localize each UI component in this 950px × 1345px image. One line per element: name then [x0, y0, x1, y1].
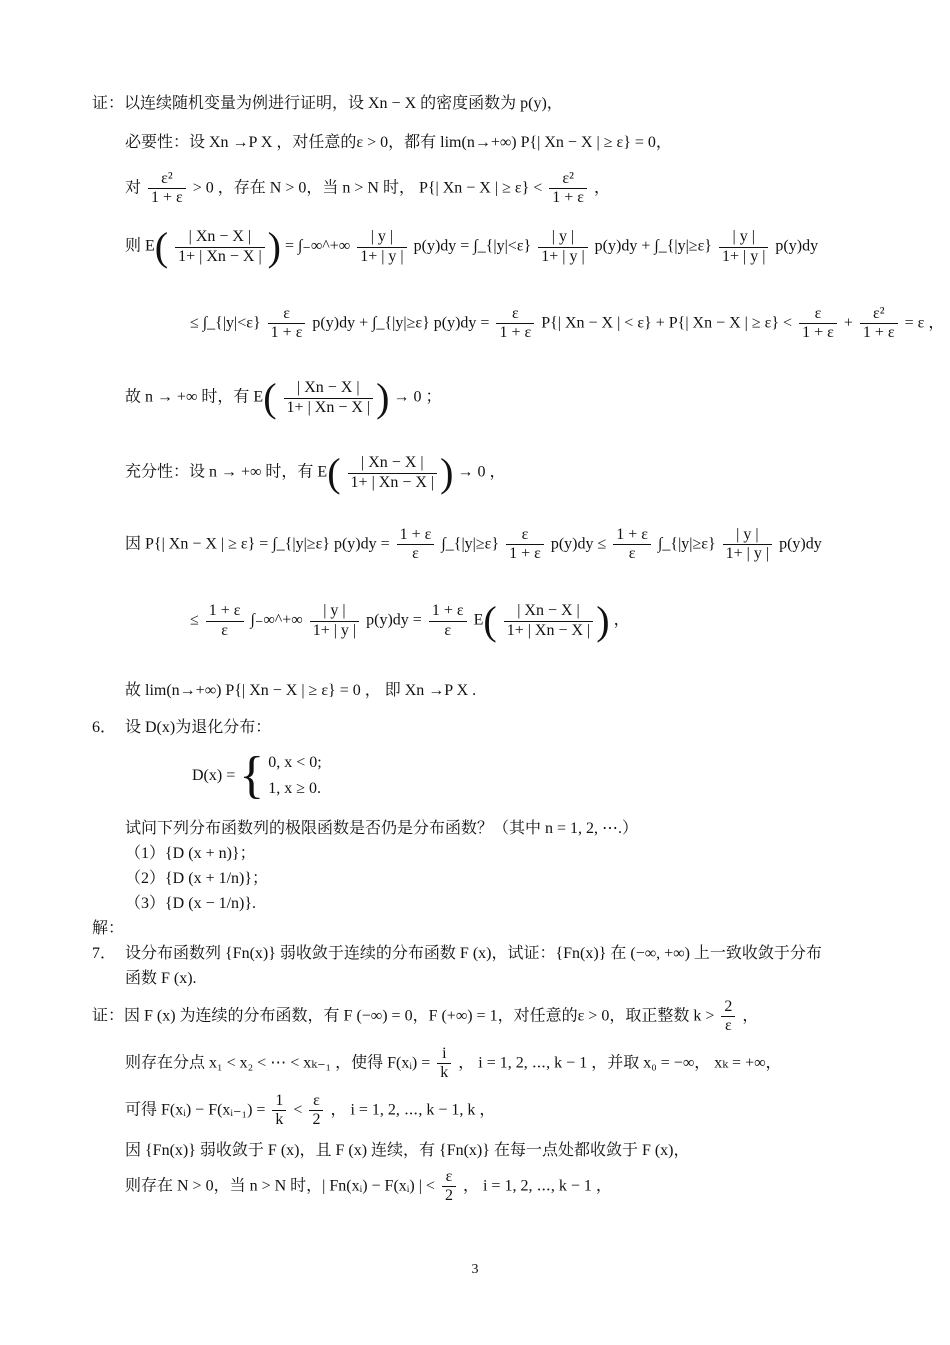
fraction: $\frac{1 + \varepsilon}{\varepsilon}$	[613, 526, 651, 564]
proof-line-sufficiency: 充分性：设 n → +∞ 时，有 E( $\frac{| Xn - X |}{1+ | Xn - X |}$ ) → 0 ，	[125, 450, 506, 495]
q6-number: 6．	[92, 719, 117, 736]
proof-line-markov: 因 P{| Xn − X | ≥ ε} = ∫_{|y|≥ε} p(y)dy = $\frac{1 + \varepsilon}{\varepsilon}$ ∫_{|y|≥ε} $\frac{\varepsilon}{1 + \varepsilon}$ p(y)dy ≤ $\frac{1 + \varepsilon}{\varepsilon}$ ∫_{|y|≥ε} $\frac{| y |}{1+ | y |}$ p(y)dy	[125, 526, 822, 563]
fraction: $\frac{\varepsilon}{2}$	[309, 1092, 323, 1130]
fraction: $\frac{2}{\varepsilon}$	[721, 998, 735, 1036]
q6-item-1: （1）{D (x + n)}；	[125, 845, 256, 862]
fraction: $\frac{| Xn - X |}{1+ | Xn - X |}$	[348, 454, 438, 492]
fraction: $\frac{\text{ε²}}{1 + \varepsilon}$	[860, 305, 898, 343]
q7-statement-1: 设分布函数列 {Fn(x)} 弱收敛于连续的分布函数 F (x)，试证：{Fn(x)} 在 (−∞, +∞) 上一致收敛于分布	[125, 945, 822, 962]
q6-item-2: （2）{D (x + 1/n)}；	[125, 870, 269, 887]
q6-statement: 设 D(x)为退化分布：	[125, 719, 272, 736]
fraction: $\frac{1 + \varepsilon}{\varepsilon}$	[206, 602, 244, 640]
proof-line-necessity: 必要性：设 Xn →P X ，对任意的ε > 0，都有 lim(n→+∞) P{| Xn − X | ≥ ε} = 0，	[125, 134, 672, 151]
fraction: $\frac{| y |}{1+ | y |}$	[310, 602, 359, 640]
fraction: $\frac{\varepsilon}{1 + \varepsilon}$	[799, 305, 837, 343]
q7-proof-4: 因 {Fn(x)} 弱收敛于 F (x)，且 F (x) 连续，有 {Fn(x)} 在每一点处都收敛于 F (x)，	[125, 1142, 690, 1159]
page-number: 3	[471, 1262, 479, 1277]
fraction: $\frac{i}{k}$	[437, 1045, 451, 1083]
fraction: $\frac{\varepsilon}{1 + \varepsilon}$	[268, 305, 306, 343]
fraction: $\frac{| y |}{1+ | y |}$	[357, 228, 406, 266]
q7-proof-2: 则存在分点 x₁ < x₂ < ⋯ < xₖ₋₁ ，使得 F(xᵢ) = $\frac{i}{k}$ ， i = 1, 2, ⋯, k − 1 ，并取 x₀ = −∞， xₖ = +∞，	[125, 1045, 782, 1082]
fraction: $\frac{1 + \varepsilon}{\varepsilon}$	[397, 526, 435, 564]
q7-proof-3: 可得 F(xᵢ) − F(xᵢ₋₁) = $\frac{1}{k}$ < $\frac{\varepsilon}{2}$ ， i = 1, 2, ⋯, k − 1, k ，	[125, 1092, 496, 1129]
fraction: $\frac{\varepsilon}{1 + \varepsilon}$	[496, 305, 534, 343]
fraction: $\frac{| Xn - X |}{1+ | Xn - X |}$	[504, 602, 594, 640]
q6-piecewise: D(x) = { 0, x < 0; 1, x ≥ 0.	[192, 747, 322, 804]
fraction: $\frac{| Xn - X |}{1+ | Xn - X |}$	[175, 228, 265, 266]
fraction: $\frac{1 + \varepsilon}{\varepsilon}$	[429, 602, 467, 640]
q6-question: 试问下列分布函数列的极限函数是否仍是分布函数？（其中 n = 1, 2, ⋯.）	[125, 820, 639, 837]
proof-line-limit: 故 n → +∞ 时，有 E( $\frac{| Xn - X |}{1+ | Xn - X |}$ ) → 0 ；	[125, 375, 442, 420]
q7-proof-1: 证：因 F (x) 为连续的分布函数，有 F (−∞) = 0，F (+∞) = 1，对任意的ε > 0，取正整数 k > $\frac{2}{\varepsilon}$ ，	[92, 998, 759, 1035]
fraction: $\frac{\text{ε²}}{1 + \varepsilon}$	[148, 170, 186, 208]
q6-case-1: 0, x < 0;	[268, 754, 322, 772]
proof-line-1: 证：以连续随机变量为例进行证明，设 Xn − X 的密度函数为 p(y)，	[92, 95, 563, 112]
q7-proof-5: 则存在 N > 0，当 n > N 时，| Fn(xᵢ) − F(xᵢ) | < $\frac{\varepsilon}{2}$ ， i = 1, 2, ⋯, k − 1 ，	[125, 1168, 612, 1205]
proof-conclusion: 故 lim(n→+∞) P{| Xn − X | ≥ ε} = 0 ， 即 Xn →P X .	[125, 682, 477, 699]
fraction: $\frac{1}{k}$	[272, 1092, 286, 1130]
fraction: $\frac{| y |}{1+ | y |}$	[538, 228, 587, 266]
fraction: $\frac{| y |}{1+ | y |}$	[719, 228, 768, 266]
q7-number: 7．	[92, 945, 117, 962]
q6-item-3: （3）{D (x − 1/n)}.	[125, 895, 257, 912]
fraction: $\frac{\varepsilon}{2}$	[442, 1168, 456, 1206]
fraction: $\frac{\text{ε²}}{1 + \varepsilon}$	[549, 170, 587, 208]
q6-d-label: D(x) =	[192, 766, 236, 784]
proof-line-3: 对 $\frac{\text{ε²}}{1 + \varepsilon}$ > 0 ，存在 N > 0，当 n > N 时， P{| Xn − X | ≥ ε} < $\frac{\text{ε²}}{1 + \varepsilon}$ ，	[125, 170, 611, 207]
proof-line-bound: ≤ $\frac{1 + \varepsilon}{\varepsilon}$ ∫₋∞^+∞ $\frac{| y |}{1+ | y |}$ p(y)dy = $\frac{1 + \varepsilon}{\varepsilon}$ E( $\frac{| Xn - X |}{1+ | Xn - X |}$ ) ，	[190, 598, 630, 643]
proof-line-expectation: 则 E( $\frac{| Xn - X |}{1+ | Xn - X |}$ ) = ∫₋∞^+∞ $\frac{| y |}{1+ | y |}$ p(y)dy = ∫_{|y|<ε} $\frac{| y |}{1+ | y |}$ p(y)dy + ∫_{|y|≥ε} $\frac{| y |}{1+ | y |}$ p(y)dy	[125, 224, 819, 269]
q6-case-2: 1, x ≥ 0.	[268, 780, 321, 797]
fraction: $\frac{| y |}{1+ | y |}$	[723, 526, 772, 564]
q6-answer-label: 解：	[92, 920, 125, 937]
q7-statement-2: 函数 F (x).	[125, 970, 197, 987]
fraction: $\frac{| Xn - X |}{1+ | Xn - X |}$	[284, 379, 374, 417]
proof-line-inequality: ≤ ∫_{|y|<ε} $\frac{\varepsilon}{1 + \varepsilon}$ p(y)dy + ∫_{|y|≥ε} p(y)dy = $\frac{\varepsilon}{1 + \varepsilon}$ P{| Xn − X | < ε} + P{| Xn − X | ≥ ε} < $\frac{\varepsilon}{1 + \varepsilon}$ + $\frac{\text{ε²}}{1 + \varepsilon}$ = ε ，	[190, 305, 945, 342]
fraction: $\frac{\varepsilon}{1 + \varepsilon}$	[506, 526, 544, 564]
